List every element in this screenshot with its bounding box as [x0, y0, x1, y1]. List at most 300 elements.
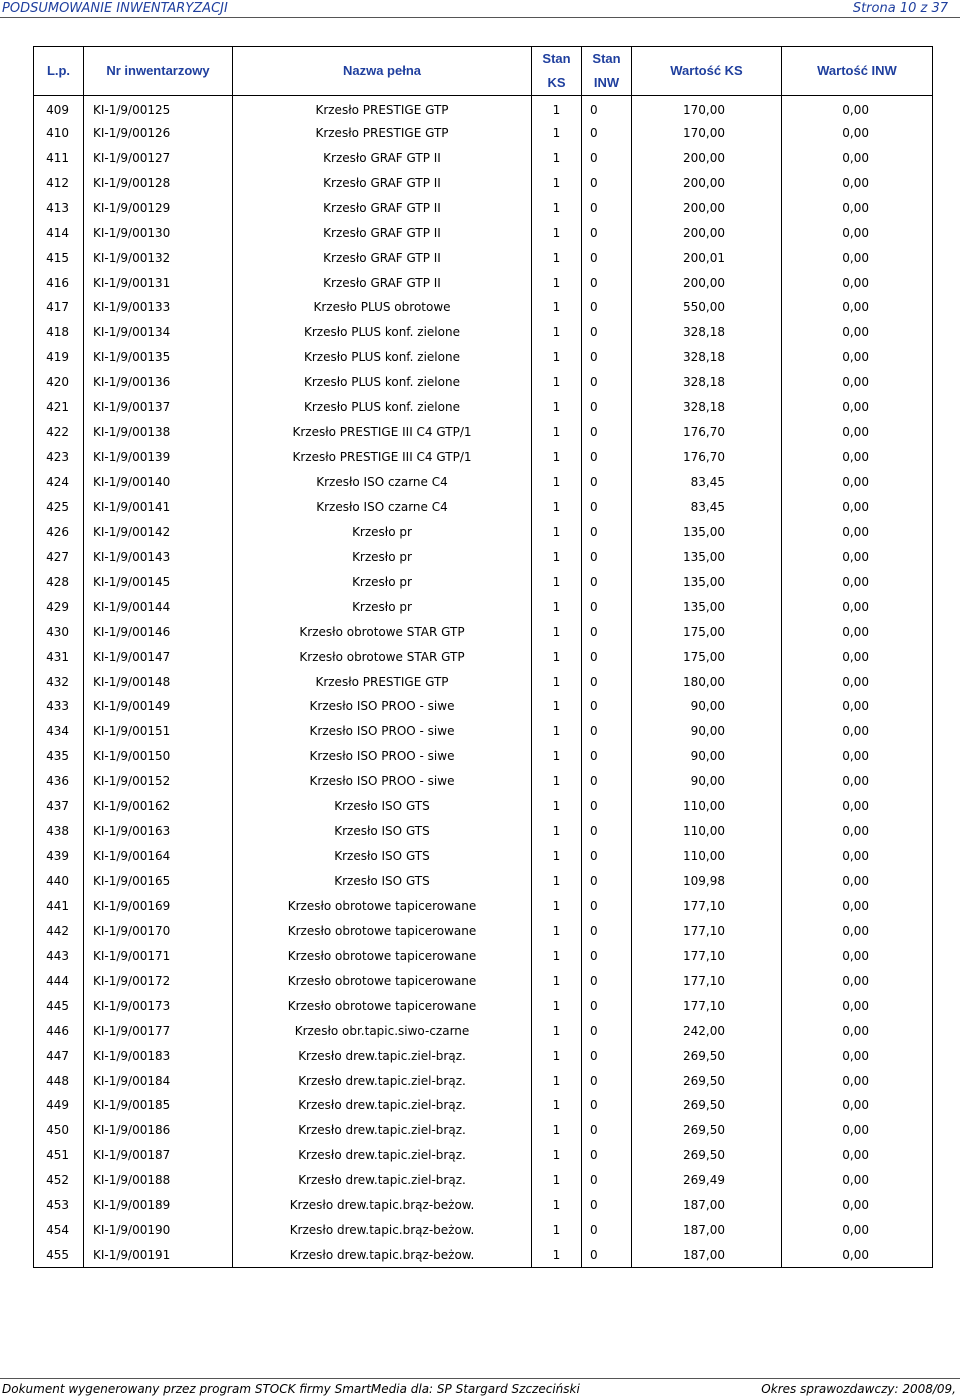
cell-full-name: Krzesło obrotowe tapicerowane: [233, 894, 532, 919]
cell-stan-inw: 0: [582, 719, 632, 744]
table-row: [34, 719, 933, 744]
page-header: [0, 0, 960, 20]
cell-full-name: Krzesło ISO GTS: [233, 819, 532, 844]
table-row: [34, 370, 933, 395]
cell-lp: 435: [34, 744, 84, 769]
table-row: [34, 744, 933, 769]
table-row: [34, 644, 933, 669]
cell-inventory-number: KI-1/9/00171: [84, 943, 233, 968]
table-row: [34, 495, 933, 520]
cell-stan-inw: 0: [582, 819, 632, 844]
table-row: [34, 943, 933, 968]
cell-inventory-number: KI-1/9/00165: [84, 869, 233, 894]
cell-stan-ks: 1: [532, 968, 582, 993]
cell-stan-inw: 0: [582, 220, 632, 245]
cell-wartosc-inw: 0,00: [782, 1018, 933, 1043]
cell-wartosc-ks: 187,00: [632, 1243, 782, 1268]
cell-wartosc-inw: 0,00: [782, 594, 933, 619]
cell-stan-ks: 1: [532, 170, 582, 195]
cell-full-name: Krzesło obrotowe STAR GTP: [233, 644, 532, 669]
cell-wartosc-inw: 0,00: [782, 544, 933, 569]
cell-full-name: Krzesło drew.tapic.brąz-beżow.: [233, 1243, 532, 1268]
cell-full-name: Krzesło obr.tapic.siwo-czarne: [233, 1018, 532, 1043]
cell-wartosc-ks: 175,00: [632, 619, 782, 644]
cell-lp: 449: [34, 1093, 84, 1118]
cell-inventory-number: KI-1/9/00190: [84, 1218, 233, 1243]
cell-stan-inw: 0: [582, 844, 632, 869]
cell-wartosc-ks: 135,00: [632, 544, 782, 569]
cell-wartosc-inw: 0,00: [782, 519, 933, 544]
cell-stan-inw: 0: [582, 694, 632, 719]
cell-full-name: Krzesło drew.tapic.ziel-brąz.: [233, 1043, 532, 1068]
table-row: [34, 769, 933, 794]
cell-lp: 454: [34, 1218, 84, 1243]
cell-inventory-number: KI-1/9/00151: [84, 719, 233, 744]
cell-wartosc-ks: 200,00: [632, 220, 782, 245]
cell-inventory-number: KI-1/9/00150: [84, 744, 233, 769]
cell-stan-ks: 1: [532, 245, 582, 270]
cell-wartosc-ks: 110,00: [632, 844, 782, 869]
cell-lp: 437: [34, 794, 84, 819]
cell-stan-ks: 1: [532, 345, 582, 370]
header-divider: [0, 17, 960, 18]
table-row: [34, 1243, 933, 1268]
table-row: [34, 120, 933, 145]
cell-inventory-number: KI-1/9/00143: [84, 544, 233, 569]
cell-lp: 448: [34, 1068, 84, 1093]
cell-wartosc-ks: 90,00: [632, 719, 782, 744]
table-row: [34, 619, 933, 644]
cell-stan-inw: 0: [582, 1218, 632, 1243]
cell-inventory-number: KI-1/9/00184: [84, 1068, 233, 1093]
cell-stan-ks: 1: [532, 270, 582, 295]
cell-lp: 450: [34, 1118, 84, 1143]
cell-wartosc-inw: 0,00: [782, 445, 933, 470]
cell-full-name: Krzesło pr: [233, 519, 532, 544]
cell-wartosc-ks: 135,00: [632, 594, 782, 619]
cell-stan-inw: 0: [582, 1143, 632, 1168]
cell-wartosc-inw: 0,00: [782, 769, 933, 794]
cell-wartosc-ks: 180,00: [632, 669, 782, 694]
table-row: [34, 245, 933, 270]
table-row: [34, 1168, 933, 1193]
cell-full-name: Krzesło pr: [233, 544, 532, 569]
cell-stan-inw: 0: [582, 943, 632, 968]
cell-stan-inw: 0: [582, 1193, 632, 1218]
cell-full-name: Krzesło drew.tapic.ziel-brąz.: [233, 1093, 532, 1118]
cell-lp: 442: [34, 918, 84, 943]
cell-wartosc-inw: 0,00: [782, 943, 933, 968]
table-row: [34, 96, 933, 121]
cell-lp: 452: [34, 1168, 84, 1193]
cell-wartosc-ks: 200,01: [632, 245, 782, 270]
cell-full-name: Krzesło PRESTIGE GTP: [233, 669, 532, 694]
footer-divider: [0, 1378, 960, 1379]
cell-stan-inw: 0: [582, 1018, 632, 1043]
column-header-stan-ks: Stan KS: [532, 47, 582, 96]
cell-wartosc-ks: 90,00: [632, 694, 782, 719]
table-row: [34, 1118, 933, 1143]
cell-stan-ks: 1: [532, 619, 582, 644]
cell-stan-ks: 1: [532, 320, 582, 345]
cell-lp: 436: [34, 769, 84, 794]
cell-stan-inw: 0: [582, 769, 632, 794]
cell-stan-inw: 0: [582, 519, 632, 544]
cell-full-name: Krzesło obrotowe tapicerowane: [233, 943, 532, 968]
cell-wartosc-inw: 0,00: [782, 470, 933, 495]
column-header-inventory-number: Nr inwentarzowy: [84, 47, 233, 96]
cell-inventory-number: KI-1/9/00130: [84, 220, 233, 245]
cell-inventory-number: KI-1/9/00142: [84, 519, 233, 544]
table-row: [34, 295, 933, 320]
cell-wartosc-ks: 109,98: [632, 869, 782, 894]
cell-wartosc-ks: 177,10: [632, 943, 782, 968]
cell-full-name: Krzesło ISO GTS: [233, 844, 532, 869]
cell-stan-inw: 0: [582, 918, 632, 943]
column-header-stan-inw-line1: Stan: [592, 51, 621, 66]
cell-stan-ks: 1: [532, 918, 582, 943]
cell-lp: 422: [34, 420, 84, 445]
cell-wartosc-ks: 170,00: [632, 96, 782, 121]
cell-wartosc-ks: 269,50: [632, 1118, 782, 1143]
cell-lp: 412: [34, 170, 84, 195]
table-row: [34, 544, 933, 569]
cell-stan-inw: 0: [582, 744, 632, 769]
cell-stan-ks: 1: [532, 120, 582, 145]
cell-wartosc-inw: 0,00: [782, 794, 933, 819]
cell-stan-inw: 0: [582, 345, 632, 370]
table-row: [34, 669, 933, 694]
cell-full-name: Krzesło GRAF GTP II: [233, 145, 532, 170]
cell-stan-ks: 1: [532, 669, 582, 694]
cell-lp: 430: [34, 619, 84, 644]
cell-wartosc-inw: 0,00: [782, 1218, 933, 1243]
cell-wartosc-ks: 177,10: [632, 894, 782, 919]
cell-stan-ks: 1: [532, 993, 582, 1018]
cell-wartosc-ks: 176,70: [632, 445, 782, 470]
table-row: [34, 694, 933, 719]
cell-wartosc-ks: 177,10: [632, 968, 782, 993]
table-row: [34, 445, 933, 470]
cell-full-name: Krzesło PRESTIGE GTP: [233, 120, 532, 145]
cell-lp: 432: [34, 669, 84, 694]
cell-inventory-number: KI-1/9/00144: [84, 594, 233, 619]
table-row: [34, 1218, 933, 1243]
cell-full-name: Krzesło pr: [233, 569, 532, 594]
cell-stan-inw: 0: [582, 794, 632, 819]
table-row: [34, 968, 933, 993]
cell-lp: 411: [34, 145, 84, 170]
cell-wartosc-ks: 110,00: [632, 794, 782, 819]
table-row: [34, 918, 933, 943]
cell-full-name: Krzesło ISO GTS: [233, 869, 532, 894]
cell-full-name: Krzesło drew.tapic.ziel-brąz.: [233, 1168, 532, 1193]
cell-stan-ks: 1: [532, 145, 582, 170]
table-header: [34, 47, 933, 96]
cell-inventory-number: KI-1/9/00163: [84, 819, 233, 844]
cell-wartosc-inw: 0,00: [782, 918, 933, 943]
cell-wartosc-inw: 0,00: [782, 844, 933, 869]
cell-lp: 444: [34, 968, 84, 993]
cell-wartosc-ks: 328,18: [632, 345, 782, 370]
cell-inventory-number: KI-1/9/00138: [84, 420, 233, 445]
cell-lp: 414: [34, 220, 84, 245]
table-row: [34, 869, 933, 894]
table-row: [34, 894, 933, 919]
cell-stan-ks: 1: [532, 1193, 582, 1218]
cell-full-name: Krzesło PLUS konf. zielone: [233, 370, 532, 395]
cell-stan-inw: 0: [582, 445, 632, 470]
cell-lp: 446: [34, 1018, 84, 1043]
cell-stan-ks: 1: [532, 594, 582, 619]
cell-wartosc-inw: 0,00: [782, 719, 933, 744]
cell-lp: 447: [34, 1043, 84, 1068]
cell-wartosc-inw: 0,00: [782, 495, 933, 520]
table-row: [34, 170, 933, 195]
cell-full-name: Krzesło PLUS konf. zielone: [233, 395, 532, 420]
cell-wartosc-inw: 0,00: [782, 370, 933, 395]
table-row: [34, 1043, 933, 1068]
cell-inventory-number: KI-1/9/00186: [84, 1118, 233, 1143]
cell-wartosc-inw: 0,00: [782, 1193, 933, 1218]
cell-stan-ks: 1: [532, 445, 582, 470]
cell-stan-inw: 0: [582, 170, 632, 195]
cell-stan-inw: 0: [582, 619, 632, 644]
cell-inventory-number: KI-1/9/00185: [84, 1093, 233, 1118]
cell-inventory-number: KI-1/9/00146: [84, 619, 233, 644]
cell-wartosc-inw: 0,00: [782, 96, 933, 121]
cell-lp: 413: [34, 195, 84, 220]
table-row: [34, 993, 933, 1018]
table-row: [34, 195, 933, 220]
cell-full-name: Krzesło PRESTIGE GTP: [233, 96, 532, 121]
cell-full-name: Krzesło ISO czarne C4: [233, 495, 532, 520]
cell-stan-inw: 0: [582, 420, 632, 445]
column-header-lp: L.p.: [34, 47, 84, 96]
page-footer: [0, 1378, 960, 1396]
cell-stan-inw: 0: [582, 120, 632, 145]
cell-lp: 417: [34, 295, 84, 320]
cell-stan-ks: 1: [532, 1143, 582, 1168]
cell-inventory-number: KI-1/9/00136: [84, 370, 233, 395]
cell-inventory-number: KI-1/9/00170: [84, 918, 233, 943]
cell-full-name: Krzesło drew.tapic.brąz-beżow.: [233, 1218, 532, 1243]
cell-stan-inw: 0: [582, 295, 632, 320]
cell-inventory-number: KI-1/9/00128: [84, 170, 233, 195]
cell-stan-inw: 0: [582, 96, 632, 121]
cell-wartosc-inw: 0,00: [782, 420, 933, 445]
cell-stan-inw: 0: [582, 968, 632, 993]
cell-full-name: Krzesło PLUS konf. zielone: [233, 345, 532, 370]
cell-wartosc-inw: 0,00: [782, 669, 933, 694]
cell-full-name: Krzesło obrotowe tapicerowane: [233, 993, 532, 1018]
cell-full-name: Krzesło drew.tapic.ziel-brąz.: [233, 1118, 532, 1143]
table-row: [34, 594, 933, 619]
cell-full-name: Krzesło ISO PROO - siwe: [233, 719, 532, 744]
cell-full-name: Krzesło GRAF GTP II: [233, 245, 532, 270]
cell-full-name: Krzesło ISO PROO - siwe: [233, 744, 532, 769]
cell-full-name: Krzesło ISO czarne C4: [233, 470, 532, 495]
cell-wartosc-inw: 0,00: [782, 1243, 933, 1268]
cell-stan-ks: 1: [532, 1093, 582, 1118]
cell-lp: 429: [34, 594, 84, 619]
table-row: [34, 1018, 933, 1043]
cell-lp: 434: [34, 719, 84, 744]
table-row: [34, 220, 933, 245]
cell-wartosc-inw: 0,00: [782, 320, 933, 345]
cell-full-name: Krzesło GRAF GTP II: [233, 170, 532, 195]
column-header-full-name: Nazwa pełna: [233, 47, 532, 96]
cell-wartosc-inw: 0,00: [782, 220, 933, 245]
cell-wartosc-ks: 242,00: [632, 1018, 782, 1043]
cell-stan-ks: 1: [532, 719, 582, 744]
cell-stan-ks: 1: [532, 544, 582, 569]
cell-lp: 445: [34, 993, 84, 1018]
cell-wartosc-inw: 0,00: [782, 644, 933, 669]
cell-lp: 431: [34, 644, 84, 669]
cell-lp: 424: [34, 470, 84, 495]
column-header-stan-inw: [582, 47, 632, 96]
cell-stan-ks: 1: [532, 794, 582, 819]
footer-generator-note: Dokument wygenerowany przez program STOCK firmy SmartMedia dla: SP Stargard Szczeciński: [2, 1382, 580, 1396]
table-row: [34, 844, 933, 869]
cell-wartosc-inw: 0,00: [782, 295, 933, 320]
cell-stan-inw: 0: [582, 1043, 632, 1068]
cell-stan-ks: 1: [532, 1043, 582, 1068]
cell-stan-ks: 1: [532, 295, 582, 320]
table-row: [34, 270, 933, 295]
cell-lp: 421: [34, 395, 84, 420]
column-header-wartosc-ks: Wartość KS: [632, 47, 782, 96]
cell-wartosc-ks: 269,50: [632, 1043, 782, 1068]
cell-wartosc-ks: 187,00: [632, 1218, 782, 1243]
cell-stan-ks: 1: [532, 1018, 582, 1043]
cell-wartosc-inw: 0,00: [782, 145, 933, 170]
cell-stan-ks: 1: [532, 943, 582, 968]
cell-stan-ks: 1: [532, 1243, 582, 1268]
cell-wartosc-ks: 269,50: [632, 1068, 782, 1093]
cell-wartosc-ks: 175,00: [632, 644, 782, 669]
cell-wartosc-ks: 83,45: [632, 495, 782, 520]
cell-full-name: Krzesło PRESTIGE III C4 GTP/1: [233, 420, 532, 445]
cell-lp: 453: [34, 1193, 84, 1218]
cell-wartosc-inw: 0,00: [782, 1093, 933, 1118]
cell-wartosc-ks: 187,00: [632, 1193, 782, 1218]
cell-wartosc-ks: 328,18: [632, 370, 782, 395]
cell-lp: 455: [34, 1243, 84, 1268]
cell-inventory-number: KI-1/9/00173: [84, 993, 233, 1018]
cell-stan-inw: 0: [582, 395, 632, 420]
cell-lp: 443: [34, 943, 84, 968]
cell-stan-ks: 1: [532, 220, 582, 245]
cell-full-name: Krzesło drew.tapic.brąz-beżow.: [233, 1193, 532, 1218]
cell-stan-inw: 0: [582, 495, 632, 520]
cell-stan-ks: 1: [532, 370, 582, 395]
cell-lp: 420: [34, 370, 84, 395]
cell-wartosc-inw: 0,00: [782, 1118, 933, 1143]
cell-wartosc-ks: 177,10: [632, 993, 782, 1018]
cell-wartosc-inw: 0,00: [782, 1068, 933, 1093]
footer-reporting-period: Okres sprawozdawczy: 2008/09,: [761, 1382, 956, 1396]
cell-full-name: Krzesło PRESTIGE III C4 GTP/1: [233, 445, 532, 470]
report-title: PODSUMOWANIE INWENTARYZACJI: [2, 1, 228, 16]
cell-lp: 433: [34, 694, 84, 719]
cell-lp: 423: [34, 445, 84, 470]
cell-inventory-number: KI-1/9/00135: [84, 345, 233, 370]
cell-full-name: Krzesło ISO PROO - siwe: [233, 769, 532, 794]
cell-inventory-number: KI-1/9/00187: [84, 1143, 233, 1168]
cell-inventory-number: KI-1/9/00126: [84, 120, 233, 145]
cell-full-name: Krzesło PLUS konf. zielone: [233, 320, 532, 345]
cell-wartosc-ks: 200,00: [632, 170, 782, 195]
cell-stan-ks: 1: [532, 96, 582, 121]
cell-wartosc-inw: 0,00: [782, 1168, 933, 1193]
cell-stan-ks: 1: [532, 395, 582, 420]
cell-lp: 415: [34, 245, 84, 270]
cell-inventory-number: KI-1/9/00134: [84, 320, 233, 345]
cell-full-name: Krzesło drew.tapic.ziel-brąz.: [233, 1068, 532, 1093]
cell-stan-ks: 1: [532, 1218, 582, 1243]
cell-stan-ks: 1: [532, 644, 582, 669]
column-header-stan-inw-line2: INW: [593, 75, 620, 90]
cell-stan-inw: 0: [582, 1243, 632, 1268]
cell-lp: 438: [34, 819, 84, 844]
cell-wartosc-ks: 170,00: [632, 120, 782, 145]
table-row: [34, 519, 933, 544]
cell-wartosc-ks: 200,00: [632, 195, 782, 220]
cell-inventory-number: KI-1/9/00139: [84, 445, 233, 470]
cell-full-name: Krzesło GRAF GTP II: [233, 220, 532, 245]
page-number: Strona 10 z 37: [852, 1, 948, 16]
cell-inventory-number: KI-1/9/00129: [84, 195, 233, 220]
cell-lp: 440: [34, 869, 84, 894]
cell-wartosc-ks: 90,00: [632, 744, 782, 769]
cell-lp: 441: [34, 894, 84, 919]
cell-wartosc-ks: 269,49: [632, 1168, 782, 1193]
cell-wartosc-inw: 0,00: [782, 894, 933, 919]
cell-wartosc-ks: 269,50: [632, 1093, 782, 1118]
cell-stan-ks: 1: [532, 195, 582, 220]
cell-inventory-number: KI-1/9/00177: [84, 1018, 233, 1043]
cell-stan-inw: 0: [582, 1093, 632, 1118]
cell-lp: 419: [34, 345, 84, 370]
cell-stan-ks: 1: [532, 1118, 582, 1143]
cell-wartosc-ks: 83,45: [632, 470, 782, 495]
cell-wartosc-inw: 0,00: [782, 968, 933, 993]
cell-stan-ks: 1: [532, 869, 582, 894]
cell-wartosc-ks: 135,00: [632, 569, 782, 594]
cell-full-name: Krzesło pr: [233, 594, 532, 619]
cell-stan-ks: 1: [532, 769, 582, 794]
cell-wartosc-ks: 200,00: [632, 145, 782, 170]
cell-inventory-number: KI-1/9/00164: [84, 844, 233, 869]
cell-inventory-number: KI-1/9/00137: [84, 395, 233, 420]
cell-wartosc-ks: 550,00: [632, 295, 782, 320]
cell-stan-inw: 0: [582, 894, 632, 919]
cell-stan-inw: 0: [582, 1118, 632, 1143]
cell-stan-inw: 0: [582, 594, 632, 619]
cell-stan-inw: 0: [582, 195, 632, 220]
cell-stan-inw: 0: [582, 1068, 632, 1093]
cell-wartosc-ks: 328,18: [632, 395, 782, 420]
table-row: [34, 470, 933, 495]
cell-wartosc-inw: 0,00: [782, 869, 933, 894]
cell-inventory-number: KI-1/9/00140: [84, 470, 233, 495]
cell-stan-inw: 0: [582, 245, 632, 270]
column-header-wartosc-inw: Wartość INW: [782, 47, 933, 96]
cell-lp: 425: [34, 495, 84, 520]
cell-inventory-number: KI-1/9/00183: [84, 1043, 233, 1068]
